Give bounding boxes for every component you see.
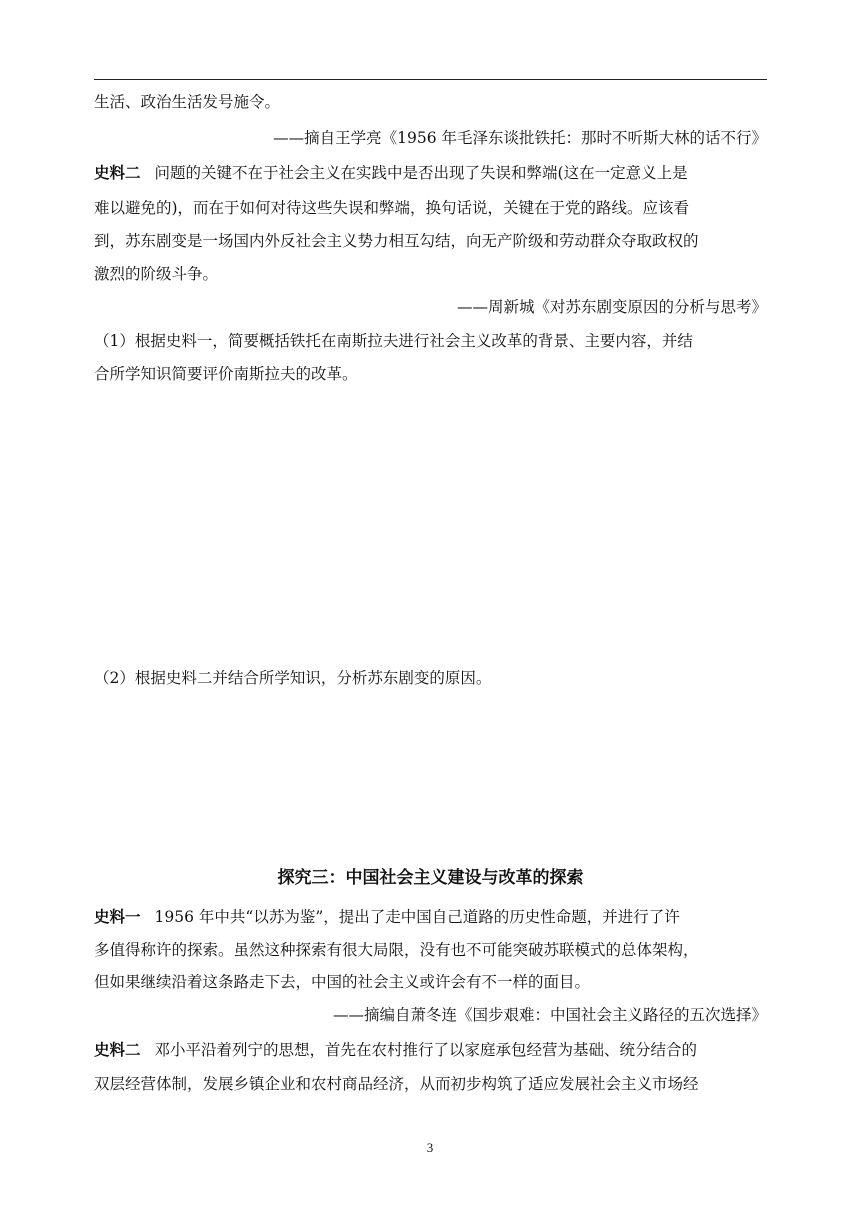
source-citation: ——摘自王学亮《1956 年毛泽东谈批铁托：那时不听斯大林的话不行》 (273, 129, 767, 147)
text-line: 生活、政治生活发号施令。 (94, 93, 281, 111)
text-line: 但如果继续沿着这条路走下去，中国的社会主义或许会有不一样的面目。 (94, 973, 591, 991)
text-line: 双层经营体制，发展乡镇企业和农村商品经济，从而初步构筑了适应发展社会主义市场经 (94, 1075, 699, 1093)
text-line: 邓小平沿着列宁的思想，首先在农村推行了以家庭承包经营为基础、统分结合的 (154, 1041, 698, 1059)
material-paragraph (94, 1040, 767, 1060)
section-heading: 探究三：中国社会主义建设与改革的探索 (277, 868, 584, 888)
source-citation: ——摘编自萧冬连《国步艰难：中国社会主义路径的五次选择》 (332, 1006, 767, 1024)
text-line: 难以避免的)，而在于如何对待这些失误和弊端，换句话说，关键在于党的路线。应该看 (94, 199, 690, 217)
material-label: 史料二 (94, 1041, 141, 1059)
material-label: 史料一 (94, 908, 141, 926)
header-rule (94, 79, 767, 80)
question-1: （1）根据史料一，简要概括铁托在南斯拉夫进行社会主义改革的背景、主要内容，并结 (94, 332, 693, 350)
text-line: 问题的关键不在于社会主义在实践中是否出现了失误和弊端(这在一定意义上是 (154, 164, 688, 182)
question-2: （2）根据史料二并结合所学知识，分析苏东剧变的原因。 (94, 669, 492, 687)
text-line: 到，苏东剧变是一场国内外反社会主义势力相互勾结，向无产阶级和劳动群众夺取政权的 (94, 232, 699, 250)
material-paragraph (94, 907, 767, 927)
material-paragraph (94, 163, 767, 183)
text-line: 激烈的阶级斗争。 (94, 265, 219, 283)
source-citation: ——周新城《对苏东剧变原因的分析与思考》 (456, 298, 767, 316)
text-line: 多值得称许的探索。虽然这种探索有很大局限，没有也不可能突破苏联模式的总体架构， (94, 941, 699, 959)
material-label: 史料二 (94, 164, 141, 182)
page-number: 3 (426, 1140, 434, 1155)
question-1-cont: 合所学知识简要评价南斯拉夫的改革。 (94, 365, 358, 383)
text-line: 1956 年中共“以苏为鉴”，提出了走中国自己道路的历史性命题，并进行了许 (154, 908, 680, 926)
